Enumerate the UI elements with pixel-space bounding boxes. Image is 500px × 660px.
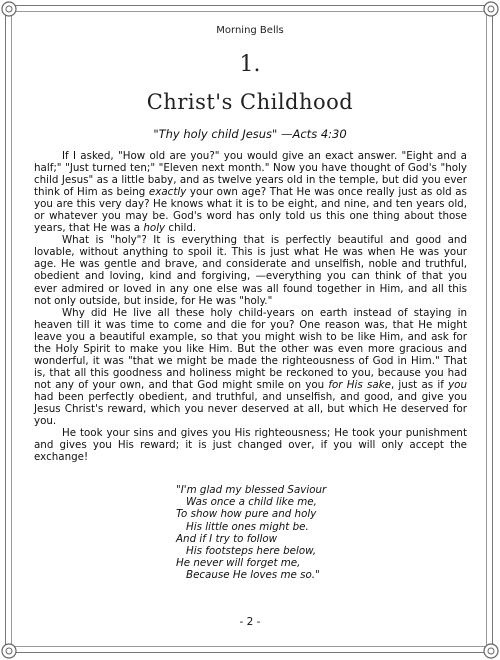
poem-line: Was once a child like me, <box>186 496 317 509</box>
poem-line: He never will forget me, <box>176 557 301 570</box>
running-head: Morning Bells <box>216 25 284 36</box>
poem-line: Because He loves me so." <box>186 569 320 582</box>
text-run: If I asked, "How old are you?" you would give an exact answer. "Eight and a half;" "Just turned ten;" "Eleven next month." Now you have thought of God's "holy child Jesus" as a little baby, and as twelve years old in the temple, but did you ever think of Him as being <box>34 150 467 199</box>
text-run: had been perfectly obedient, and truthful, and unselfish, and good, and give you Jesus Christ's reward, which you never deserved at all, but which He deserved for you. <box>34 390 467 428</box>
chapter-number: 1. <box>239 52 261 77</box>
poem-line: His footsteps here below, <box>186 545 317 558</box>
text-run: Why did He live all these holy child-years on earth instead of staying in heaven till it was time to come and die for you? One reason was, that He might leave you a beautiful example, so that you might wish to be like Him, and ask for the Holy Spirit to make you like Him. But the other was even more gracious and wonderful, it was "that we might be made the righteousness of God in Him." That is, that all this goodness and holiness might be reckoned to you, because you had not any of your own, and that God might smile on you <box>34 306 467 391</box>
poem-line: To show how pure and holy <box>176 508 317 521</box>
emphasis-text: exactly <box>148 186 187 199</box>
paragraph <box>34 427 467 463</box>
emphasis-text: you <box>448 378 467 391</box>
chapter-title: Christ's Childhood <box>146 90 354 114</box>
corner-ornament-top-left <box>0 0 18 18</box>
corner-ornament-bottom-left <box>0 642 18 660</box>
poem-line: And if I try to follow <box>176 532 278 545</box>
emphasis-text: holy <box>143 222 166 235</box>
poem-line: His little ones might be. <box>186 520 309 533</box>
paragraph <box>34 234 467 306</box>
emphasis-text: for His sake <box>328 378 391 391</box>
paragraph <box>34 150 467 234</box>
text-run: child. <box>165 222 197 235</box>
text-run: , just as if <box>390 378 449 391</box>
page-number: - 2 - <box>239 616 261 628</box>
corner-ornament-top-right <box>482 0 500 18</box>
epigraph: "Thy holy child Jesus" —Acts 4:30 <box>153 127 347 141</box>
text-run: What is "holy"? It is everything that is perfectly beautiful and good and lovable, without anything to spoil it. This is just what He was when He was your age. He was gentle and brave, and considerate and unselfish, noble and truthful, obedient and loving, kind and forgiving, —everything you can think of that you ever admired or loved in any one else was all found together in Him, and all this not only outside, but inside, for He was "holy." <box>34 234 467 307</box>
poem <box>176 484 326 582</box>
body-text <box>34 150 467 463</box>
text-run: your own age? That He was once really just as old as you are this very day? He knows what it is to be eight, and nine, and ten years old, or whatever you may be. God's word has only told us this one thing about those years, that He was a <box>34 186 467 235</box>
poem-line: "I'm glad my blessed Saviour <box>176 484 327 496</box>
paragraph <box>34 307 467 427</box>
text-run: He took your sins and gives you His righteousness; He took your punishment and gives you His reward; it is just changed over, if you will only accept the exchange! <box>34 427 467 464</box>
corner-ornament-bottom-right <box>482 642 500 660</box>
